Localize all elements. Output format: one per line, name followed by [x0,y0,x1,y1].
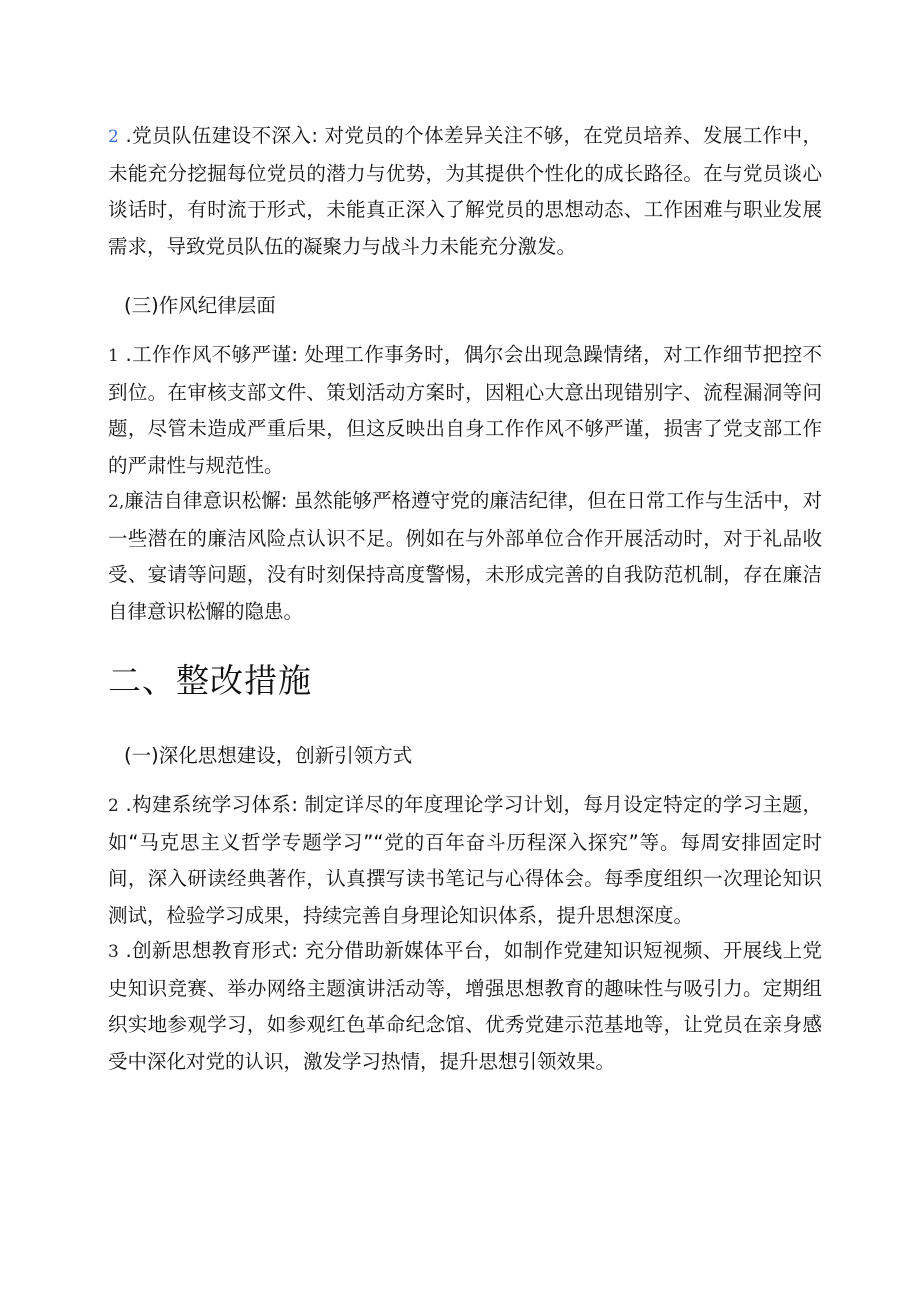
paragraph-text: .党员队伍建设不深入: 对党员的个体差异关注不够，在党员培养、发展工作中，未能充分挖掘每位党员的潜力与优势，为其提供个性化的成长路径。在与党员谈心谈话时，有时流于形式，未能真正深入了解党员的思想动态、工作困难与职业发展需求，导致党员队伍的凝聚力与战斗力未能充分激发。 [108,124,823,258]
paragraph-education-innovation [108,933,822,1080]
paragraph-learning-system [108,787,822,934]
paragraph-number: 1 [108,346,119,366]
paragraph-text: .构建系统学习体系: 制定详尽的年度理论学习计划，每月设定特定的学习主题，如“马克思主义哲学专题学习”“党的百年奋斗历程深入探究”等。每周安排固定时间，深入研读经典著作，认真撰写读书笔记与心得体会。每季度组织一次理论知识测试，检验学习成果，持续完善自身理论知识体系，提升思想深度。 [108,793,823,927]
paragraph-number: 2 [108,796,119,816]
paragraph-text: .创新思想教育形式: 充分借助新媒体平台，如制作党建知识短视频、开展线上党史知识竞赛、举办网络主题演讲活动等，增强思想教育的趣味性与吸引力。定期组织实地参观学习，如参观红色革命纪念馆、优秀党建示范基地等，让党员在亲身感受中深化对党的认识，激发学习热情，提升思想引领效果。 [108,939,823,1073]
subheading-ideological-building: (一)深化思想建设，创新引领方式 [124,744,413,767]
paragraph-number: 3 [108,942,119,962]
paragraph-integrity-awareness [108,483,822,630]
paragraph-number: 2 [108,127,119,147]
paragraph-text: 廉洁自律意识松懈: 虽然能够严格遵守党的廉洁纪律，但在日常工作与生活中，对一些潜在的廉洁风险点认识不足。例如在与外部单位合作开展活动时，对于礼品收受、宴请等问题，没有时刻保持高度警惕，未形成完善的自我防范机制，存在廉洁自律意识松懈的隐患。 [108,489,822,623]
subheading-work-style-discipline: (三)作风纪律层面 [124,294,276,317]
section-title-rectification-measures: 二、整改措施 [108,661,312,700]
paragraph-text: .工作作风不够严谨: 处理工作事务时，偶尔会出现急躁情绪，对工作细节把控不到位。在审核支部文件、策划活动方案时，因粗心大意出现错别字、流程漏洞等问题，尽管未造成严重后果，但这反映出自身工作作风不够严谨，损害了党支部工作的严肃性与规范性。 [108,343,823,477]
paragraph-party-team-building [108,118,822,265]
paragraph-work-style-rigor [108,337,822,484]
paragraph-number: 2, [108,492,125,512]
